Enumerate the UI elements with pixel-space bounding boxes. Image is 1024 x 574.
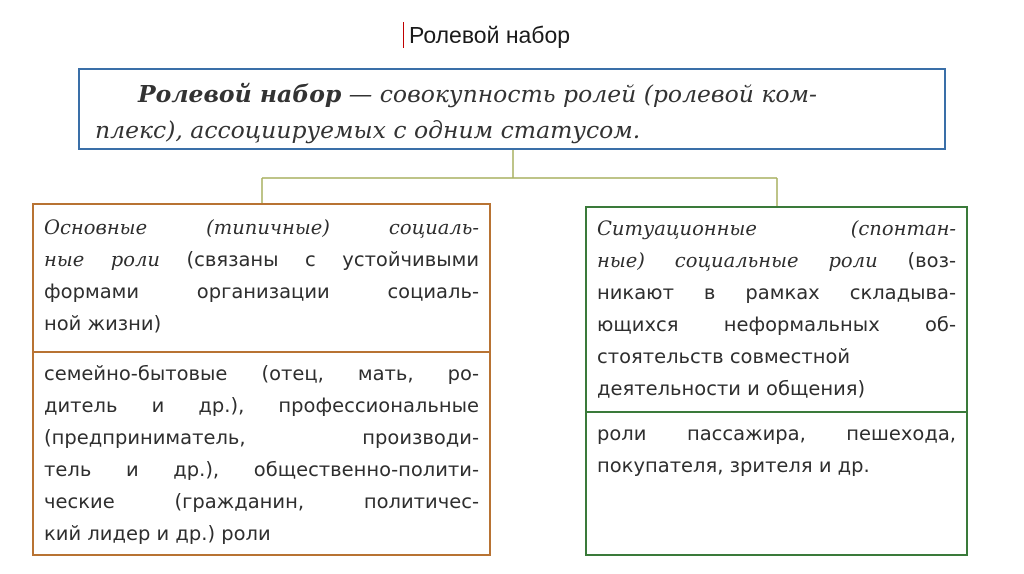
basic-example-line: (предприниматель, производи-	[44, 426, 479, 449]
definition-line-2: плекс), ассоциируемых с одним статусом.	[95, 116, 641, 144]
basic-roles-title-line-2: ные роли	[44, 248, 160, 271]
situational-roles-title-line-1: Ситуационные (спонтан-	[597, 217, 956, 240]
basic-roles-desc-line-3: формами организации социаль-	[44, 280, 479, 303]
definition-term: Ролевой набор	[138, 80, 342, 108]
basic-roles-title-line-1: Основные (типичные) социаль-	[44, 216, 479, 239]
situational-roles-title-line-2: ные) социальные роли	[597, 249, 878, 272]
basic-example-line: кий лидер и др.) роли	[44, 522, 271, 545]
situational-roles-desc-start: (воз-	[877, 249, 956, 272]
basic-example-line: тель и др.), общественно-полити-	[44, 458, 479, 481]
basic-roles-header	[34, 205, 489, 353]
definition-text: совокупность ролей (ролевой ком-	[379, 80, 817, 108]
situational-roles-examples	[587, 413, 966, 482]
basic-roles-examples	[34, 353, 489, 550]
basic-example-line: ческие (гражданин, политичес-	[44, 490, 479, 513]
situational-example-line: роли пассажира, пешехода,	[597, 422, 956, 445]
situational-roles-header	[587, 208, 966, 413]
basic-example-line: дитель и др.), профессиональные	[44, 394, 479, 417]
basic-roles-desc-start: (связаны с устойчивыми	[160, 248, 479, 271]
basic-roles-line-2	[44, 244, 479, 276]
slide-title: Ролевой набор	[403, 22, 570, 48]
situational-roles-desc-line-4: ющихся неформальных об-	[597, 313, 956, 336]
situational-roles-desc-line-6: деятельности и общения)	[597, 377, 866, 400]
basic-roles-box	[32, 203, 491, 556]
basic-example-line: семейно-бытовые (отец, мать, ро-	[44, 362, 479, 385]
situational-example-line: покупателя, зрителя и др.	[597, 454, 870, 477]
situational-roles-line-2	[597, 245, 956, 277]
basic-roles-desc-line-4: ной жизни)	[44, 312, 162, 335]
situational-roles-desc-line-3: никают в рамках складыва-	[597, 281, 956, 304]
definition-dash: —	[341, 80, 380, 108]
situational-roles-desc-line-5: стоятельств совместной	[597, 345, 851, 368]
situational-roles-box	[585, 206, 968, 556]
